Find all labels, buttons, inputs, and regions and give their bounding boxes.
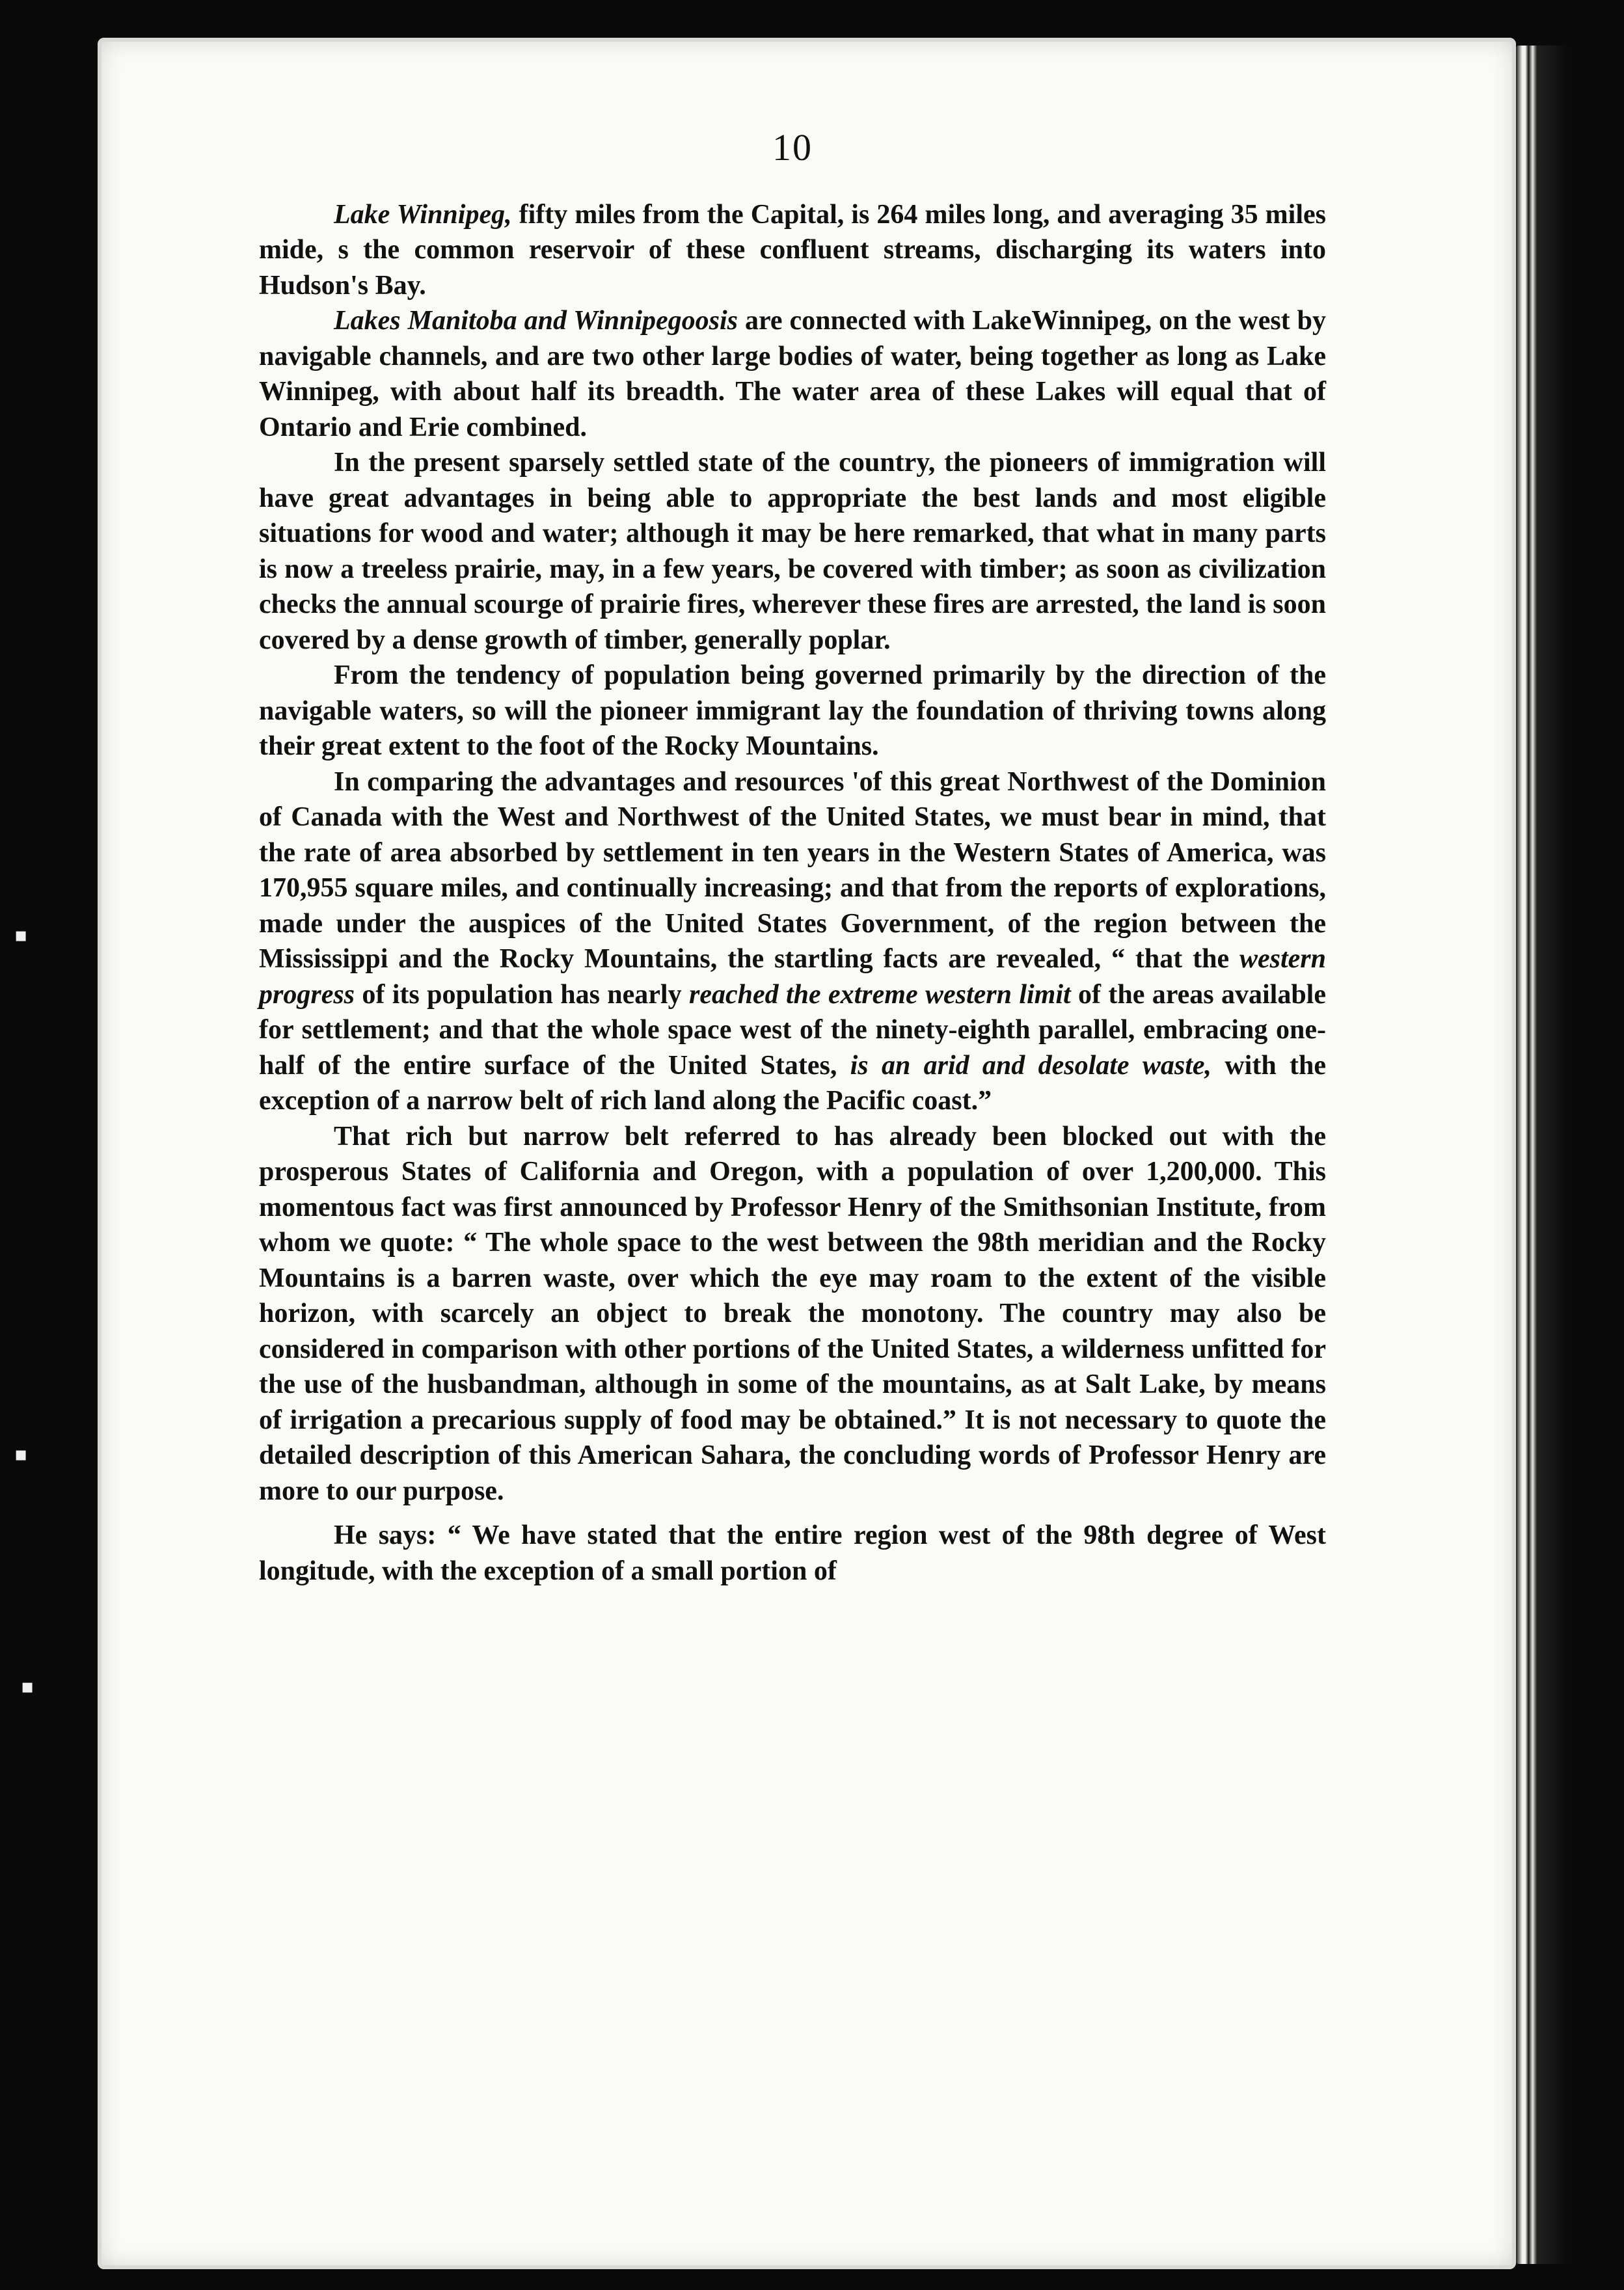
text-segment: In the present sparsely settled state of the country, the pioneers of immigration will have great advantages in being able to appropriate the best lands and most eligible situations for wood and water; although it may be here remarked, that what in many parts is now a treeless prairie, may, in a few years, be covered with timber; as soon as civilization checks the annual scourge of prairie fires, wherever these fires are arrested, the land is soon covered by a dense growth of timber, generally poplar. <box>259 448 1326 655</box>
text-segment: Lakes Manitoba and Winnipegoosis <box>334 306 738 336</box>
margin-speck: ▪ <box>21 1675 34 1698</box>
paragraph-p4 <box>259 658 1326 764</box>
text-segment: of its population has nearly <box>355 979 689 1010</box>
paragraph-p2 <box>259 303 1326 445</box>
text-segment: are connected with LakeWinnipeg, on the west by navigable channels, and are two other large bodies of water, being together as long as Lake Winnipeg, with about half its breadth. The water area of these Lakes will equal that of Ontario and Erie combined. <box>259 306 1326 442</box>
text-segment: From the tendency of population being governed primarily by the direction of the navigable waters, so will the pioneer immigrant lay the foundation of thriving towns along their great extent to the foot of the Rocky Mountains. <box>259 660 1326 761</box>
margin-speck: ▪ <box>14 1443 28 1466</box>
page-number: 10 <box>772 126 813 168</box>
text-segment: with the exception of a narrow belt of rich land along the Pacific coast.” <box>259 1050 1326 1116</box>
paragraph-p7 <box>259 1518 1326 1589</box>
paragraph-p5 <box>259 764 1326 1119</box>
margin-speck: ▪ <box>14 924 28 947</box>
text-segment: Lake Winnipeg, <box>334 199 512 230</box>
text-segment: is an arid and desolate waste, <box>850 1050 1212 1081</box>
body-paragraphs <box>259 197 1326 1589</box>
text-segment: western progress <box>259 944 1326 1010</box>
book-spine-edge <box>1516 46 1568 2264</box>
text-segment: fifty miles from the Capital, is 264 miles long, and averaging 35 miles mide, s the common reservoir of these confluent streams, discharging its waters into Hudson's Bay. <box>259 199 1326 301</box>
text-segment: That rich but narrow belt referred to has already been blocked out with the prosperous States of California and Oregon, with a population of over 1,200,000. This momentous fact was first announced by Professor Henry of the Smithsonian Institute, from whom we quote: “ The whole space to the west between the 98th meridian and the Rocky Mountains is a barren waste, over which the eye may roam to the extent of the visible horizon, with scarcely an object to break the monotony. The country may also be considered in comparison with other portions of the United States, a wilderness unfitted for the use of the husbandman, although in some of the mountains, as at Salt Lake, by means of irrigation a precarious supply of food may be obtained.” It is not necessary to quote the detailed description of this American Sahara, the concluding words of Professor Henry are more to our purpose. <box>259 1121 1326 1506</box>
paragraph-p6 <box>259 1119 1326 1509</box>
text-segment: of the areas available for settlement; and that the whole space west of the ninety-eighth parallel, embracing one-half of the entire surface of the United States, <box>259 979 1326 1081</box>
text-segment: In comparing the advantages and resources 'of this great Northwest of the Dominion of Canada with the West and Northwest of the United States, we must bear in mind, that the rate of area absorbed by settlement in ten years in the Western States of America, was 170,955 square miles, and continually increasing; and that from the reports of explorations, made under the auspices of the United States Government, of the region between the Mississippi and the Rocky Mountains, the startling facts are revealed, “ that the <box>259 766 1326 974</box>
page-text-block <box>259 126 1326 1589</box>
paragraph-p1 <box>259 197 1326 304</box>
text-segment: He says: “ We have stated that the entire region west of the 98th degree of West longitude, with the exception of a small portion of <box>259 1520 1326 1586</box>
paragraph-p3 <box>259 445 1326 658</box>
text-segment: reached the extreme western limit <box>688 979 1071 1010</box>
